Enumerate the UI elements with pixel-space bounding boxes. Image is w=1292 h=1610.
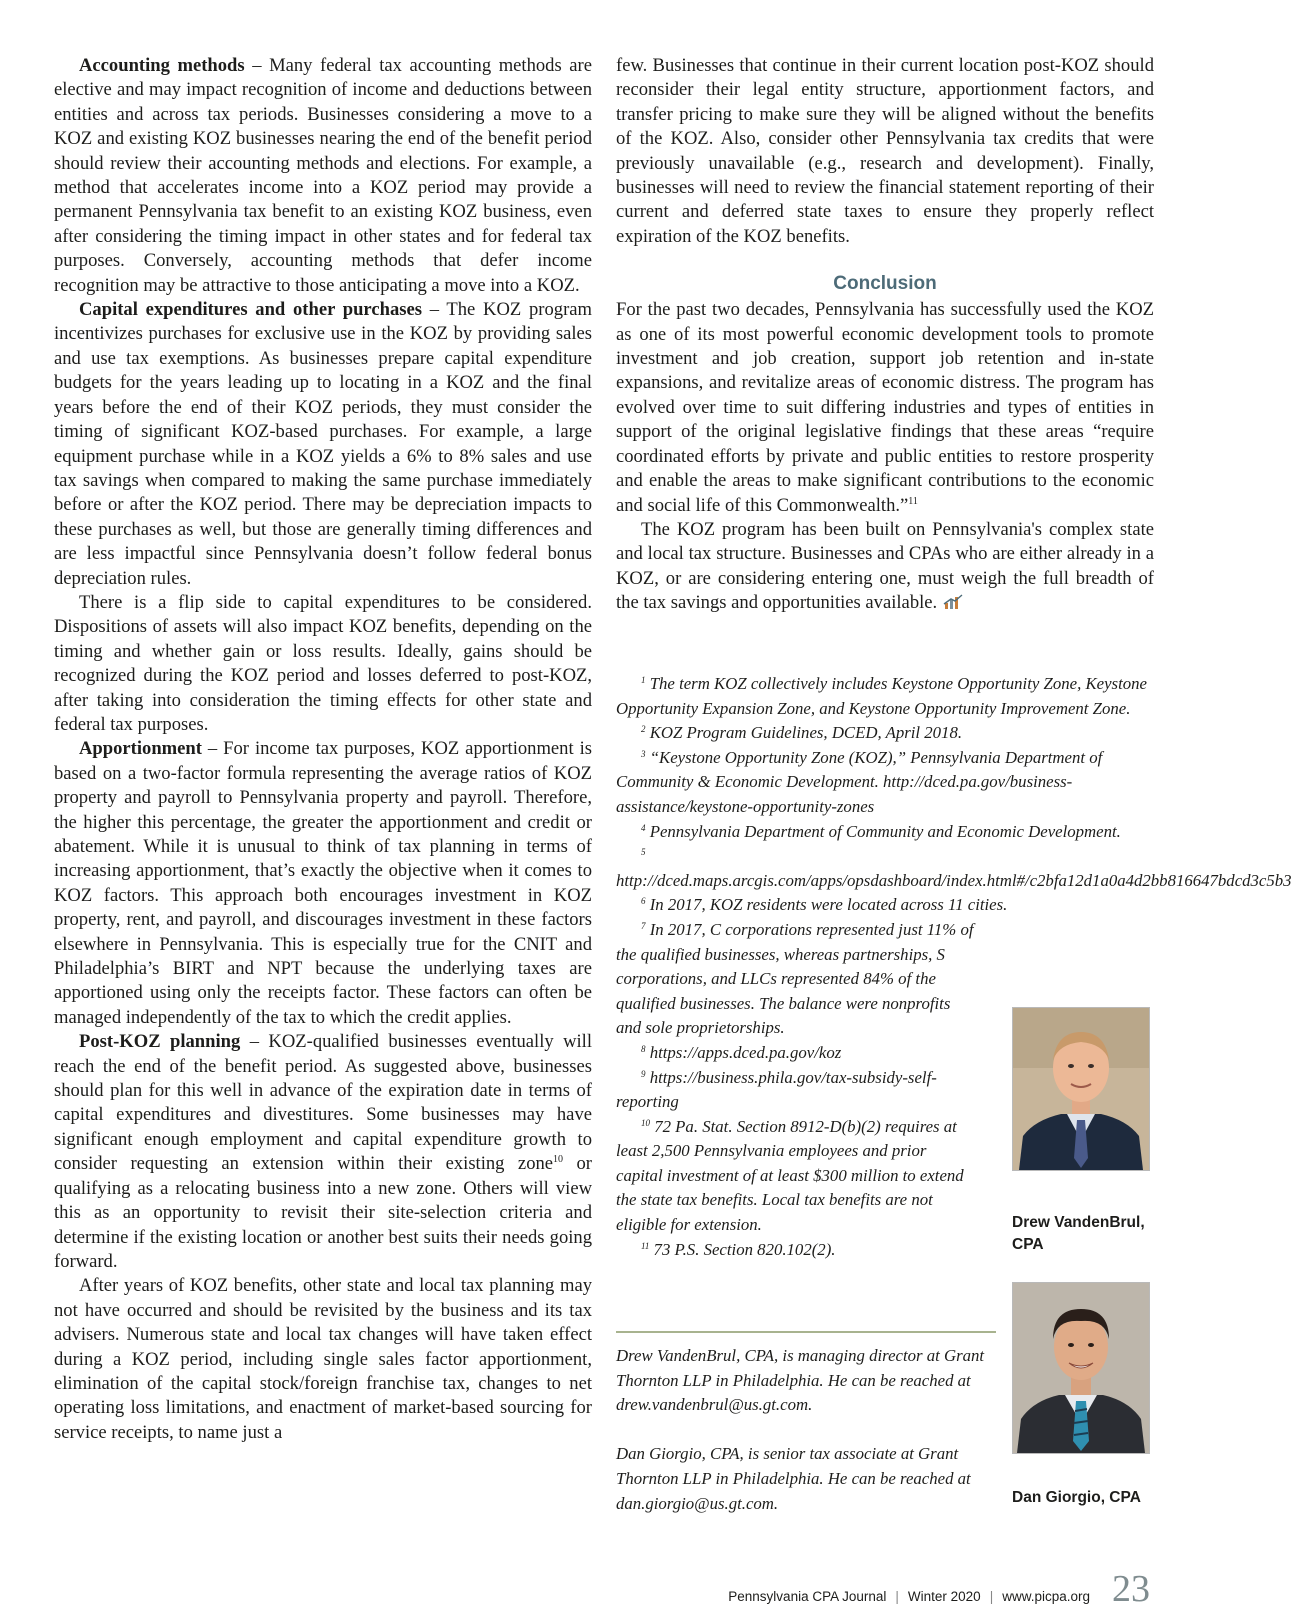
footnote-number: 5: [641, 847, 646, 858]
footnote-number: 8: [641, 1043, 646, 1054]
divider-rule: [616, 1331, 996, 1333]
footnote-number: 10: [641, 1117, 650, 1128]
right-column: [616, 54, 1154, 616]
caption-drew-vandenbrul: Drew VandenBrul, CPA: [1012, 1214, 1145, 1253]
page-footer: [728, 1570, 1150, 1608]
footnote-number: 2: [641, 724, 646, 735]
footnote-number: 11: [641, 1240, 650, 1251]
footnote-number: 3: [641, 748, 646, 759]
paragraph-after-years: After years of KOZ benefits, other state and local tax planning may not have occurred and should be revisited by the business and its tax advisers. Numerous state and local tax changes will have taken effect during a KOZ period, including single sales factor apportionment, elimination of the capital stock/foreign franchise tax, changes to net operating loss limitations, and enactment of market-based sourcing for service receipts, to name just a: [54, 1275, 592, 1443]
footnote-number: 4: [641, 822, 646, 833]
caption-dan-giorgio: Dan Giorgio, CPA: [1012, 1489, 1141, 1506]
paragraph-text: The KOZ program has been built on Pennsylvania's complex state and local tax structure. Businesses and CPAs who are either already in a KOZ, or are considering entering one, must weigh the full breadth of the tax savings and opportunities available.: [616, 518, 1154, 614]
paragraph-capital-expenditures: [54, 298, 592, 591]
footnote-text: In 2017, C corporations represented just 11% of the qualified businesses, whereas partnerships, S corporations, and LLCs represented 84% of the qualified businesses. The balance were nonprofits and sole proprietorships.: [616, 919, 974, 1038]
footnote-number: 7: [641, 920, 646, 931]
headshot-dan-giorgio: [1012, 1282, 1150, 1454]
paragraph-text: – The KOZ program incentivizes purchases for exclusive use in the KOZ by providing sales and use tax exemptions. As businesses prepare capital expenditure budgets for the years leading up to locating in a KOZ and the final years before the end of their KOZ periods, they must consider the timing of significant KOZ-based purchases. For example, a large equipment purchase while in a KOZ yields a 6% to 8% sales and use tax savings when compared to making the same purchase immediately before or after the KOZ period. There may be depreciation impacts to these purchases as well, but those are generally timing differences and are less impactful since Pennsylvania doesn’t follow federal bonus depreciation rules.: [54, 299, 592, 589]
footnote-text: “Keystone Opportunity Zone (KOZ),” Pennsylvania Department of Community & Economic Development. http://dced.pa.gov/business-assistance/keystone-opportunity-zones: [616, 747, 1103, 816]
footnote-number: 9: [641, 1068, 646, 1079]
footnote-6: [616, 893, 1154, 918]
footnote-text: The term KOZ collectively includes Keystone Opportunity Zone, Keystone Opportunity Expansion Zone, and Keystone Opportunity Improvement Zone.: [616, 674, 1147, 718]
paragraph-continuation: few. Businesses that continue in their current location post-KOZ should reconsider their legal entity structure, apportionment factors, and transfer pricing to make sure they will be aligned without the benefits of the KOZ. Also, consider other Pennsylvania tax credits that were previously unavailable (e.g., research and development). Finally, businesses will need to review the financial statement reporting of their current and deferred state taxes to ensure they properly reflect expiration of the KOZ benefits.: [616, 55, 1154, 247]
footnote-2: [616, 721, 1154, 746]
heading-accounting-methods: Accounting methods: [79, 55, 245, 76]
footer-separator: |: [895, 1589, 899, 1604]
end-of-article-icon: [943, 594, 963, 610]
heading-capital-expenditures: Capital expenditures and other purchases: [79, 299, 422, 321]
footnote-text: http://dced.maps.arcgis.com/apps/opsdashboard/index.html#/c2bfa12d1a0a4d2bb816647bdcd3c5b3: [616, 870, 1292, 890]
footnote-1: [616, 672, 1154, 721]
bio-dan-giorgio: Dan Giorgio, CPA, is senior tax associate at Grant Thornton LLP in Philadelphia. He can be reached at dan.giorgio@us.gt.com.: [616, 1444, 971, 1513]
paragraph-conclusion-1: [616, 298, 1154, 518]
paragraph-flip-side: There is a flip side to capital expenditures to be considered. Dispositions of assets will also impact KOZ benefits, depending on the timing and whether gain or loss results. Ideally, gains should be recognized during the KOZ period and losses deferred to post-KOZ, after taking into consideration the timing effects for other state and federal tax purposes.: [54, 591, 592, 735]
footnote-11: [616, 1238, 976, 1263]
paragraph-post-koz: [54, 1030, 592, 1274]
author-bios: [616, 1344, 996, 1516]
page-number: 23: [1112, 1568, 1150, 1610]
left-column: [54, 54, 592, 1445]
footnote-ref-11: 11: [908, 495, 918, 507]
heading-post-koz-planning: Post-KOZ planning: [79, 1031, 241, 1053]
footnote-4: [616, 820, 1154, 845]
footnote-number: 6: [641, 896, 646, 907]
footnote-text: https://business.phila.gov/tax-subsidy-self-reporting: [616, 1067, 937, 1112]
paragraph-text: – KOZ-qualified businesses eventually will reach the end of the benefit period. As suggested above, businesses should plan for this well in advance of the expiration date in terms of capital expenditures and divestitures. Some businesses may have significant enough employment and capital expenditure growth to consider requesting an extension within their existing zone: [54, 1031, 593, 1175]
footnote-text: KOZ Program Guidelines, DCED, April 2018.: [649, 723, 963, 743]
footnote-text: Pennsylvania Department of Community and Economic Development.: [649, 821, 1121, 841]
heading-conclusion: Conclusion: [833, 273, 937, 295]
footnote-8: [616, 1041, 976, 1066]
footnote-9: [616, 1066, 976, 1115]
footnote-5: [616, 844, 1292, 893]
paragraph-accounting-methods: [54, 54, 592, 298]
footnote-text: In 2017, KOZ residents were located across 11 cities.: [649, 895, 1008, 915]
footnote-number: 1: [641, 675, 646, 685]
footnote-ref-10: 10: [553, 1154, 564, 1166]
footnote-text: 72 Pa. Stat. Section 8912-D(b)(2) requires at least 2,500 Pennsylvania employees and prior capital investment of at least $300 million to extend the state tax benefits. Local tax benefits are not eligible for extension.: [616, 1116, 964, 1235]
footer-journal: Pennsylvania CPA Journal: [728, 1589, 887, 1604]
paragraph-text: or qualifying as a relocating business into a new zone. Others will view this as an opportunity to revisit their site-selection criteria and determine if the existing location or another best suits their needs going forward.: [54, 1153, 592, 1272]
paragraph-text: – Many federal tax accounting methods are elective and may impact recognition of income and deductions between entities and across tax periods. Businesses considering a move to a KOZ and existing KOZ businesses nearing the end of the benefit period should review their accounting methods and elections. For example, a method that accelerates income into a KOZ period may provide a permanent Pennsylvania tax benefit to an existing KOZ business, even after considering the timing impact in other states and for federal tax purposes. Conversely, accounting methods that defer income recognition may be attractive to those anticipating a move into a KOZ.: [54, 55, 592, 296]
paragraph-conclusion-2: [616, 518, 1154, 616]
footer-separator: |: [989, 1589, 994, 1604]
footnote-3: [616, 746, 1154, 820]
footnote-text: 73 P.S. Section 820.102(2).: [653, 1239, 836, 1259]
footnote-7: [616, 918, 976, 1041]
footnote-10: [616, 1115, 976, 1238]
headshot-drew-vandenbrul: [1012, 1007, 1150, 1171]
footnote-text: https://apps.dced.pa.gov/koz: [649, 1042, 842, 1062]
bio-drew-vandenbrul: Drew VandenBrul, CPA, is managing director at Grant Thornton LLP in Philadelphia. He can be reached at drew.vandenbrul@us.gt.com.: [616, 1346, 985, 1415]
paragraph-apportionment: [54, 737, 592, 1030]
heading-apportionment: Apportionment: [79, 738, 202, 760]
paragraph-text: For the past two decades, Pennsylvania has successfully used the KOZ as one of its most powerful economic development tools to promote investment and job creation, support job retention and in-state expansions, and revitalize areas of economic distress. The program has evolved over time to suit differing industries and types of entities in support of the original legislative findings that these areas “require coordinated efforts by private and public entities to restore prosperity and enable the areas to make significant contributions to the economic and social life of this Commonwealth.”: [616, 299, 1154, 516]
footer-issue: Winter 2020: [907, 1589, 981, 1604]
footer-website[interactable]: www.picpa.org: [1002, 1589, 1090, 1604]
paragraph-text: – For income tax purposes, KOZ apportionment is based on a two-factor formula representing the average ratios of KOZ property and payroll to Pennsylvania property and payroll. Therefore, the higher this percentage, the greater the apportionment and credit or abatement. While it is unusual to think of tax planning in terms of increasing apportionment, that’s exactly the objective when it comes to KOZ factors. This approach both encourages investment in KOZ property, rent, and payroll, and discourages investment in these factors elsewhere in Pennsylvania. This is especially true for the CNIT and Philadelphia’s BIRT and NPT because the underlying taxes are apportioned using only the receipts factor. These factors can often be managed independently of the tax to which the credit applies.: [54, 738, 592, 1028]
